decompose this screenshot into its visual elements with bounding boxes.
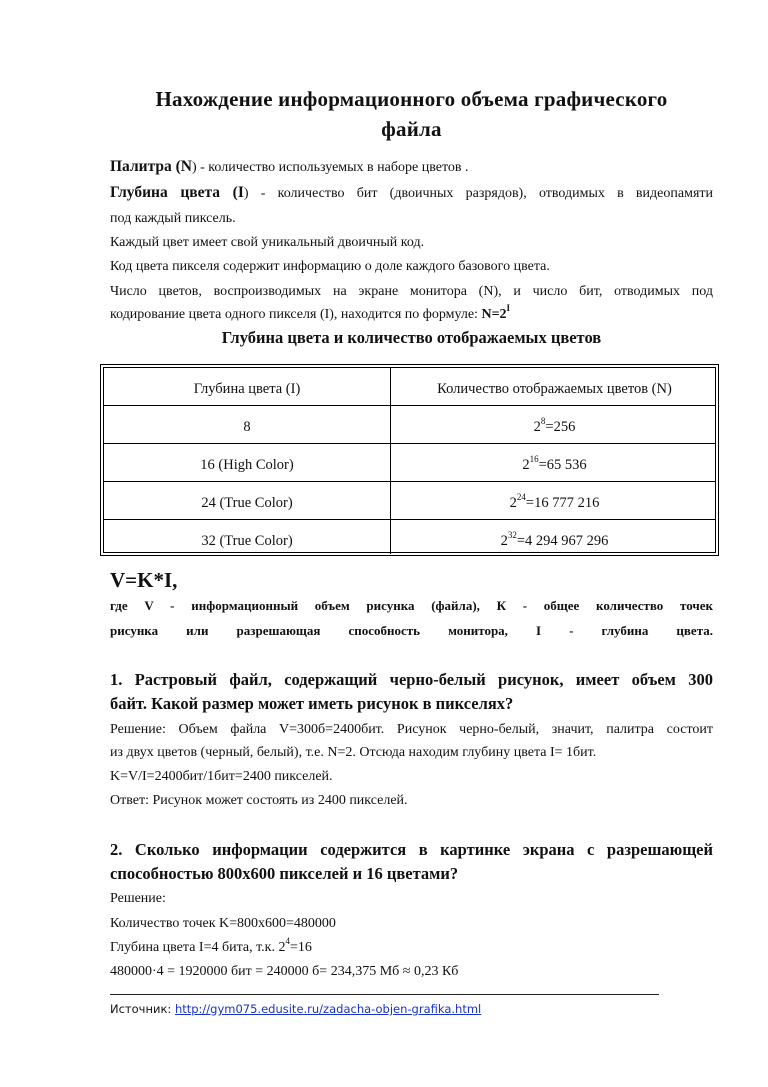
volume-explanation-1: где V - информационный объем рисунка (файла), К - общее количество точек (110, 598, 713, 613)
source-link[interactable]: http://gym075.edusite.ru/zadacha-objen-grafika.html (174, 1002, 482, 1016)
table-row (104, 406, 715, 444)
depth-text: ) - количество бит (двоичных разрядов), отводимых в видеопамяти (243, 186, 713, 201)
problem-2-result: 480000·4 = 1920000 бит = 240000 б= 234,375 Мб ≈ 0,23 Кб (110, 964, 459, 979)
table-row (104, 482, 715, 520)
cell-depth: 16 (High Color) (104, 444, 391, 481)
problem-1-question-1: 1. Растровый файл, содержащий черно-белый рисунок, имеет объем 300 (110, 670, 713, 689)
depth-definition-cont: под каждый пиксель. (110, 211, 236, 226)
volume-explanation-2: рисунка или разрешающая способность монитора, I - глубина цвета. (110, 623, 713, 638)
pixel-code-text: Код цвета пикселя содержит информацию о доле каждого базового цвета. (110, 259, 550, 274)
problem-2-question-2: способностью 800х600 пикселей и 16 цветами? (110, 864, 459, 883)
unique-code-text: Каждый цвет имеет свой уникальный двоичный код. (110, 235, 425, 250)
palette-text: ) - количество используемых в наборе цветов . (191, 160, 469, 175)
cell-depth: 8 (104, 406, 391, 443)
color-count-line-2 (110, 303, 713, 324)
problem-2-solution-label: Решение: (110, 891, 166, 906)
color-formula: $N=2^I$ (481, 303, 511, 322)
volume-formula: V=K*I, (110, 568, 178, 592)
table-caption: Глубина цвета и количество отображаемых цветов (221, 328, 602, 347)
cell-colors: $2^8=256$ (533, 416, 576, 435)
problem-1-answer: Ответ: Рисунок может состоять из 2400 пикселей. (110, 793, 408, 808)
footer-divider (110, 994, 659, 995)
problem-2-points: Количество точек K=800x600=480000 (110, 916, 336, 931)
cell-colors: $2^{32}=4$ 294 967 296 (500, 530, 609, 549)
page-title (110, 84, 713, 144)
color-count-line-1: Число цветов, воспроизводимых на экране монитора (N), и число бит, отводимых под (110, 284, 713, 299)
color-depth-table (100, 364, 719, 556)
source-label: Источник: (110, 1002, 172, 1016)
header-depth: Глубина цвета (I) (104, 368, 391, 405)
problem-1-solution-1: Решение: Объем файла V=300б=2400бит. Рисунок черно-белый, значит, палитра состоит (110, 722, 713, 737)
cell-depth: 32 (True Color) (104, 520, 391, 554)
cell-colors: $2^{16}=65$ 536 (522, 454, 587, 473)
table-header-row (104, 368, 715, 406)
cell-colors: $2^{24}=16$ 777 216 (509, 492, 600, 511)
palette-definition (110, 158, 713, 177)
color-count-text: кодирование цвета одного пикселя (I), находится по формуле: (110, 307, 478, 322)
table-row (104, 444, 715, 482)
title-line-1: Нахождение информационного объема графического (155, 87, 668, 111)
problem-1-question-2: байт. Какой размер может иметь рисунок в пикселях? (110, 694, 514, 713)
depth-definition (110, 184, 713, 203)
table-row (104, 520, 715, 554)
title-line-2: файла (381, 117, 442, 141)
problem-2-depth: Глубина цвета I=4 бита, т.к. $2^4=16$ (110, 936, 312, 955)
header-colors: Количество отображаемых цветов (N) (437, 381, 672, 397)
problem-1-solution-2: из двух цветов (черный, белый), т.е. N=2. Отсюда находим глубину цвета I= 1бит. (110, 745, 597, 760)
problem-2-question-1: 2. Сколько информации содержится в картинке экрана с разрешающей (110, 840, 713, 859)
problem-1-solution-3: K=V/I=2400бит/1бит=2400 пикселей. (110, 769, 333, 784)
cell-depth: 24 (True Color) (104, 482, 391, 519)
source-footer (110, 1002, 481, 1016)
depth-term: Глубина цвета (I (110, 184, 244, 201)
palette-term: Палитра (N (110, 158, 192, 175)
